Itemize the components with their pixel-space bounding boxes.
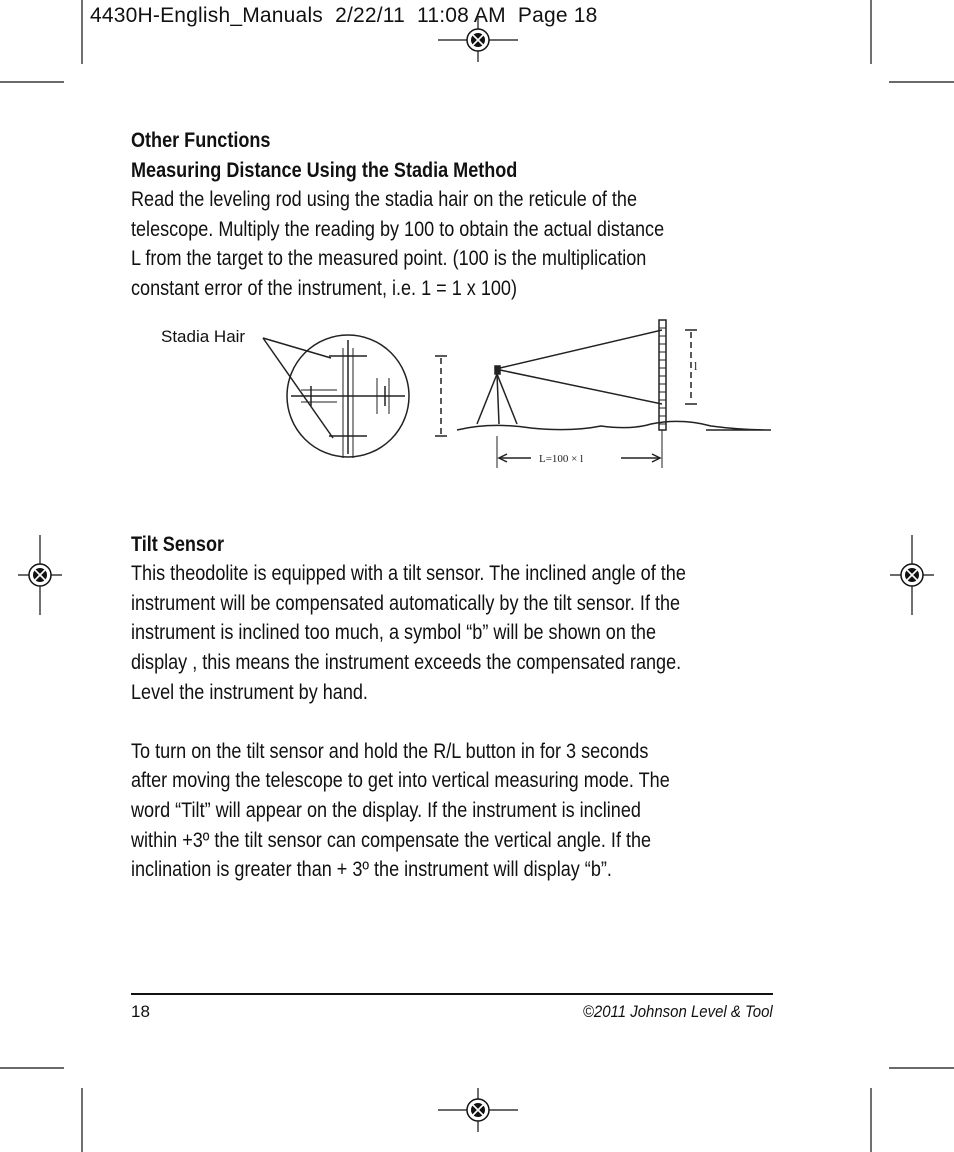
lower-sight-line [500, 370, 662, 404]
print-slug: 4430H-English_Manuals 2/22/11 11:08 AM Page 18 [90, 4, 598, 27]
copyright-notice: ©2011 Johnson Level & Tool [583, 1002, 773, 1021]
stadia-diagram-drawing [131, 318, 791, 518]
upper-sight-line [500, 330, 662, 368]
tilt-heading: Tilt Sensor [131, 532, 225, 556]
stadia-line: L from the target to the measured point. (100 is the multiplication [131, 247, 647, 271]
stadia-line: constant error of the instrument, i.e. 1 = 1 x 100) [131, 276, 517, 300]
tilt-line: To turn on the tilt sensor and hold the R/L button in for 3 seconds [131, 739, 649, 763]
tilt-line: word “Tilt” will appear on the display. If the instrument is inclined [131, 798, 641, 822]
instrument-head [495, 366, 500, 374]
stadia-paragraph [131, 185, 785, 303]
section-subheading: Measuring Distance Using the Stadia Method [131, 158, 518, 182]
stadia-line: telescope. Multiply the reading by 100 to obtain the actual distance [131, 217, 665, 241]
tilt-paragraph-2 [131, 737, 785, 885]
paragraph-spacer [131, 707, 791, 737]
tilt-line: after moving the telescope to get into vertical measuring mode. The [131, 769, 670, 793]
tripod-leg [497, 374, 499, 424]
registration-mark-top-icon [438, 18, 518, 62]
registration-mark-bottom-icon [438, 1088, 518, 1132]
page-content [131, 126, 791, 885]
stadia-hair-label: Stadia Hair [161, 326, 246, 346]
registration-mark-left-icon [18, 535, 62, 615]
tilt-line: This theodolite is equipped with a tilt sensor. The inclined angle of the [131, 562, 686, 586]
page-number: 18 [131, 1002, 150, 1021]
tilt-line: within +3º the tilt sensor can compensate the vertical angle. If the [131, 828, 652, 852]
tripod-leg [497, 374, 517, 424]
tilt-line: inclination is greater than + 3º the instrument will display “b”. [131, 858, 612, 882]
stadia-line: Read the leveling rod using the stadia hair on the reticule of the [131, 188, 638, 212]
stadia-pointer-line [263, 338, 333, 438]
tilt-line: display , this means the instrument exceeds the compensated range. [131, 650, 682, 674]
section-heading: Other Functions [131, 129, 271, 152]
footer-rule [131, 993, 773, 995]
registration-mark-right-icon [890, 535, 934, 615]
stadia-diagram [131, 318, 791, 518]
tilt-paragraph-1 [131, 559, 785, 707]
tilt-line: instrument is inclined too much, a symbol “b” will be shown on the [131, 621, 656, 645]
tripod-leg [477, 374, 497, 424]
tilt-line: Level the instrument by hand. [131, 680, 368, 704]
tilt-line: instrument will be compensated automatically by the tilt sensor. If the [131, 591, 681, 615]
ground-line [457, 421, 771, 430]
rod-reading-label: l [694, 358, 698, 373]
distance-formula-label: L=100 × l [539, 452, 584, 465]
